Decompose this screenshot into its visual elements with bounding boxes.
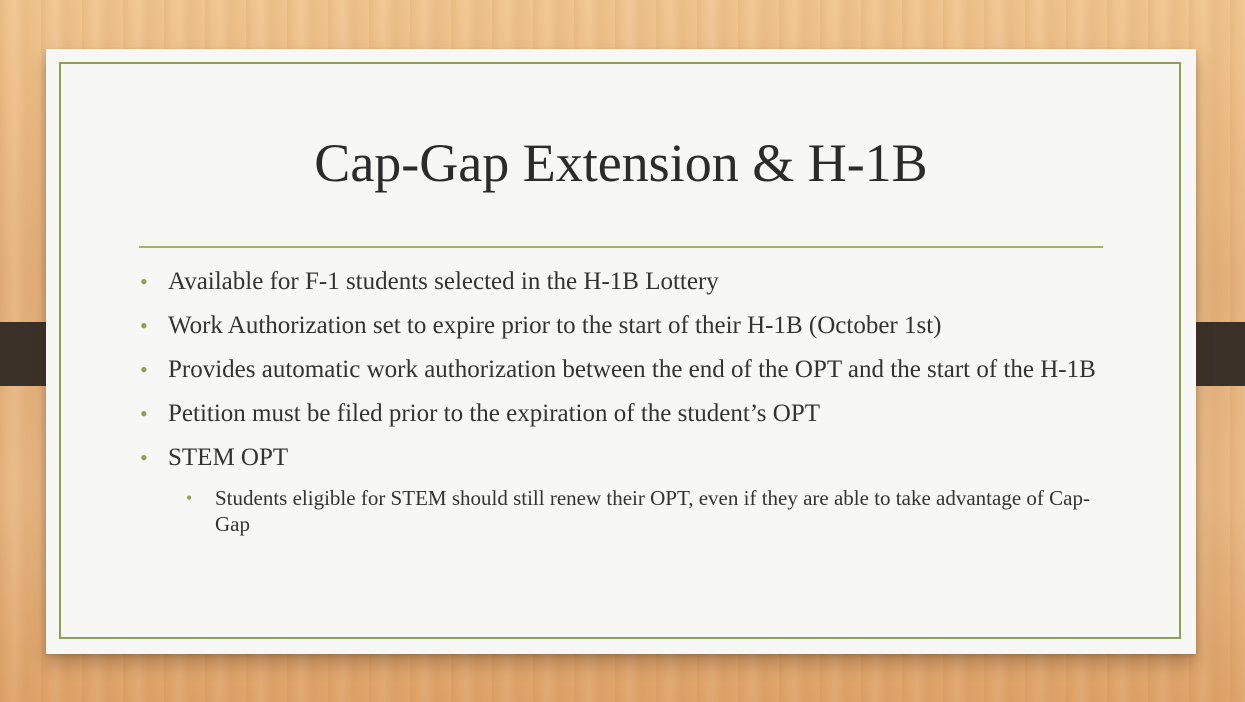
bullet-dot-icon: •: [140, 313, 148, 338]
bullet-text: Available for F-1 students selected in the H-1B Lottery: [168, 268, 719, 295]
bullet-text: Provides automatic work authorization between the end of the OPT and the start of the H-1B: [168, 356, 1096, 383]
bullet-list: [140, 267, 1100, 537]
bullet-dot-icon: •: [140, 269, 148, 294]
bullet-item: [140, 355, 1100, 385]
bullet-text: Work Authorization set to expire prior to the start of their H-1B (October 1st): [168, 312, 942, 339]
sub-bullet-text: Students eligible for STEM should still renew their OPT, even if they are able to take advantage of Cap-Gap: [215, 486, 1090, 536]
bullet-text: STEM OPT: [168, 444, 289, 471]
bullet-dot-icon: •: [140, 357, 148, 382]
bullet-dot-icon: •: [186, 488, 193, 508]
bullet-item: [140, 443, 1100, 473]
bullet-item: [140, 311, 1100, 341]
bullet-item: [140, 267, 1100, 297]
bullet-dot-icon: •: [140, 445, 148, 470]
slide-card: [46, 49, 1196, 654]
bullet-text: Petition must be filed prior to the expiration of the student’s OPT: [168, 400, 820, 427]
bullet-dot-icon: •: [140, 401, 148, 426]
sub-bullet-item: [186, 485, 1100, 537]
bullet-item: [140, 399, 1100, 429]
slide-title: Cap-Gap Extension & H-1B: [314, 133, 928, 193]
title-divider: [139, 246, 1103, 248]
